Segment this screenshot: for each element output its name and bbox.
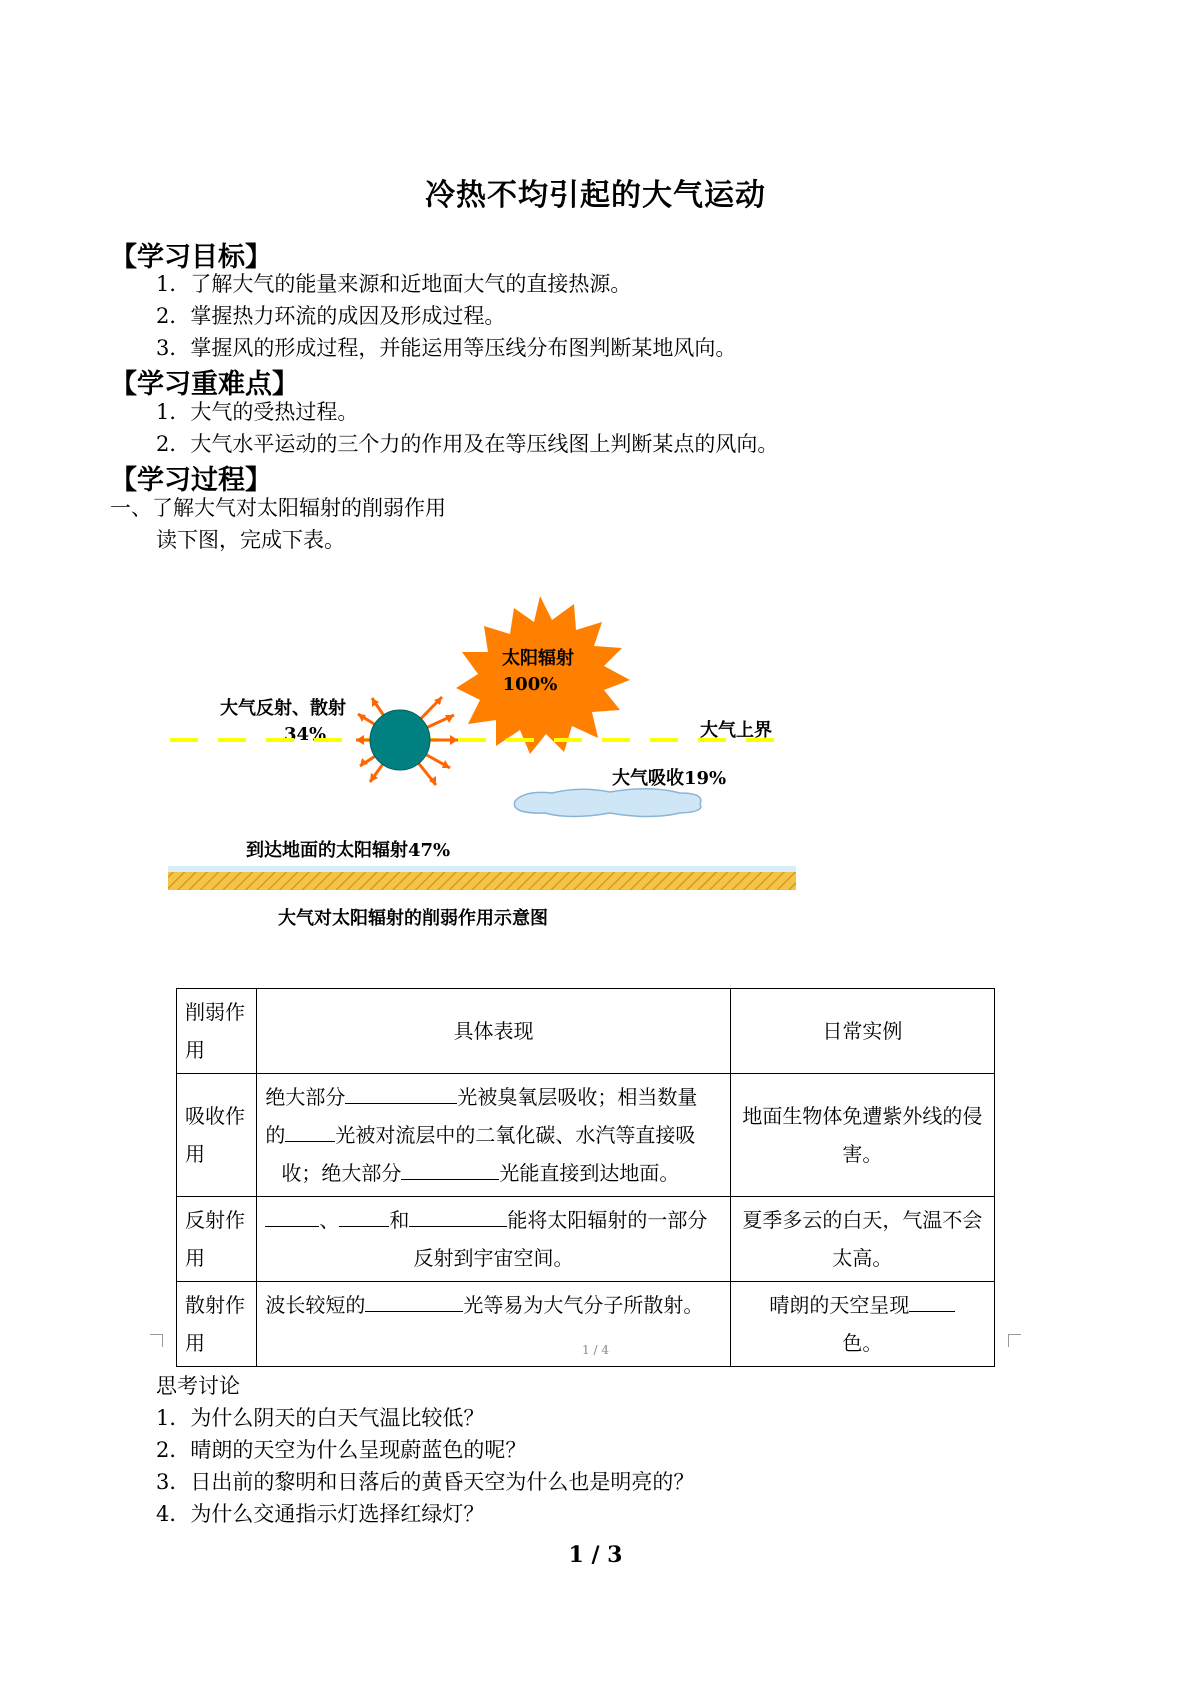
page-number: 1 / 3: [568, 1542, 623, 1568]
row-name-absorb: 吸收作用: [177, 1074, 257, 1197]
ground-label: 到达地面的太阳辐射47%: [246, 840, 451, 861]
discussion-item: 3．日出前的黎明和日落后的黄昏天空为什么也是明亮的？: [156, 1470, 695, 1494]
sun-label: 太阳辐射: [502, 648, 574, 669]
fill-blank[interactable]: [339, 1204, 389, 1227]
part1-title: 一、了解大气对太阳辐射的削弱作用: [110, 496, 446, 520]
objective-item: 3．掌握风的形成过程，并能运用等压线分布图判断某地风向。: [156, 336, 737, 360]
process-heading: 【学习过程】: [110, 465, 272, 496]
table-row: [177, 1074, 995, 1197]
header-cell-example: 日常实例: [730, 989, 994, 1074]
absorb-label: 大气吸收19%: [612, 768, 727, 789]
attenuation-table: [176, 988, 995, 1367]
header-cell-effect: 削弱作用: [177, 989, 257, 1074]
discussion-heading: 思考讨论: [156, 1374, 240, 1398]
reflect-label: 大气反射、散射: [220, 698, 346, 719]
fill-blank[interactable]: [365, 1289, 463, 1312]
objective-item: 2．掌握热力环流的成因及形成过程。: [156, 304, 506, 328]
discussion-item: 1．为什么阴天的白天气温比较低？: [156, 1406, 485, 1430]
row-name-scatter: 散射作用: [177, 1282, 257, 1367]
row-desc-absorb: 绝大部分 光被臭氧层吸收；相当数量 的 光被对流层中的二氧化碳、水汽等直接吸 收；绝大部分 光能直接到达地面。: [257, 1074, 730, 1197]
fill-blank[interactable]: [409, 1204, 507, 1227]
row-example-scatter: 晴朗的天空呈现 色。: [730, 1282, 994, 1367]
fill-blank[interactable]: [401, 1157, 499, 1180]
reflect-percent: 34%: [284, 724, 327, 745]
row-desc-reflect: 、 和 能将太阳辐射的一部分 反射到宇宙空间。: [257, 1197, 730, 1282]
objective-item: 1．了解大气的能量来源和近地面大气的直接热源。: [156, 272, 632, 296]
keypoints-heading: 【学习重难点】: [110, 369, 299, 400]
page-title: 冷热不均引起的大气运动: [425, 178, 766, 213]
solar-radiation-diagram: [160, 590, 860, 930]
upper-boundary-label: 大气上界: [700, 720, 772, 741]
row-name-reflect: 反射作用: [177, 1197, 257, 1282]
table-row: [177, 1197, 995, 1282]
fill-blank[interactable]: [345, 1081, 457, 1104]
row-desc-scatter: 波长较短的 光等易为大气分子所散射。: [257, 1282, 730, 1367]
row-example-absorb: 地面生物体免遭紫外线的侵害。: [730, 1074, 994, 1197]
keypoint-item: 1．大气的受热过程。: [156, 400, 359, 424]
row-example-reflect: 夏季多云的白天，气温不会太高。: [730, 1197, 994, 1282]
inner-page-mark: 1 / 4: [582, 1343, 609, 1357]
objectives-heading: 【学习目标】: [110, 242, 272, 273]
fill-blank[interactable]: [285, 1119, 335, 1142]
header-cell-description: 具体表现: [257, 989, 730, 1074]
diagram-caption: 大气对太阳辐射的削弱作用示意图: [278, 908, 548, 929]
part1-instruction: 读下图，完成下表。: [156, 528, 345, 552]
ground-hatch: [168, 872, 796, 890]
table-header-row: [177, 989, 995, 1074]
keypoint-item: 2．大气水平运动的三个力的作用及在等压线图上判断某点的风向。: [156, 432, 779, 456]
cloud-icon: [514, 789, 700, 817]
discussion-item: 2．晴朗的天空为什么呈现蔚蓝色的呢？: [156, 1438, 527, 1462]
ground-surface-line: [168, 866, 796, 872]
fill-blank[interactable]: [909, 1289, 955, 1312]
fill-blank[interactable]: [265, 1204, 319, 1227]
sun-percent: 100%: [502, 674, 558, 695]
discussion-item: 4．为什么交通指示灯选择红绿灯？: [156, 1502, 485, 1526]
